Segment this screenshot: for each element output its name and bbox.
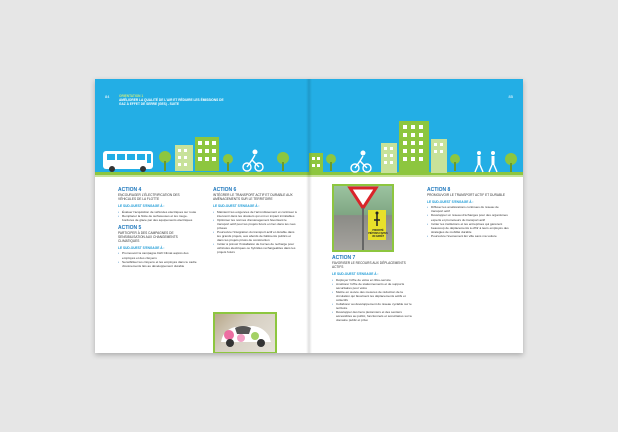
building-icon: [399, 121, 429, 173]
grass-strip-light: [95, 175, 309, 177]
bullet-item: • Déployer l'offre de vélos en libre-service: [332, 278, 414, 282]
tree-icon: [159, 151, 171, 171]
left-column-1: [118, 185, 198, 268]
electric-car-photo: [213, 312, 277, 353]
page-number: 85: [508, 94, 513, 99]
action-block: [118, 225, 198, 268]
action-block: [213, 187, 297, 255]
bus-icon: [103, 151, 153, 172]
left-column-2: [213, 185, 297, 255]
grass-strip-light: [309, 175, 523, 177]
orientation-text: AMÉLIORER LA QUALITÉ DE L'AIR ET RÉDUIRE LES ÉMISSIONS DE GAZ À EFFET DE SERRE (GES) - SUITE: [119, 98, 224, 107]
right-column-2: [427, 185, 511, 238]
action-description: PROMOUVOIR LE TRANSPORT ACTIF ET DURABLE: [427, 193, 506, 197]
action-title: ACTION 6: [213, 187, 237, 193]
cyclist-icon: [351, 151, 371, 172]
sign-text: PRIORITÉ PIÉTONS FAITES UN ARRÊT: [368, 229, 388, 238]
action-description: PARTICIPER À DES CAMPAGNES DE SENSIBILISATION AUX CHANGEMENTS CLIMATIQUES: [118, 230, 178, 244]
orientation-heading: [119, 94, 229, 107]
cyclist-icon: [243, 150, 263, 171]
bullet-item: • Évaluer l'acquisition de véhicules électriques sur route: [118, 210, 198, 214]
action-title: ACTION 7: [332, 255, 356, 261]
pedestrian-icon: [489, 151, 497, 172]
brochure-spread: [95, 79, 523, 353]
bullet-item: • Maintenir les exigences de l'arrondissement et continuer à intervenir dans les dossiers qui ont un impact inimitables: [213, 210, 297, 218]
bullet-item: • Développer un réseau d'échanges pour des organismes experts et promoteurs du transport actif: [427, 213, 511, 221]
engage-heading: LE SUD-OUEST S'ENGAGE À :: [332, 272, 379, 277]
bullet-item: • Diffuser les améliorations continues du réseau de transport actif: [427, 205, 511, 213]
tree-icon: [223, 154, 233, 171]
building-icon: [381, 143, 397, 173]
building-icon: [195, 137, 219, 171]
engage-heading: LE SUD-OUEST S'ENGAGE À :: [118, 246, 165, 251]
cityscape-illustration: [309, 119, 523, 173]
action-title: ACTION 4: [118, 187, 142, 193]
tree-icon: [505, 153, 517, 172]
left-page: [95, 79, 309, 353]
bullet-item: • Remplacer la flotte de surfaceuses et les rouge-bordures de glace par des équipements électriques: [118, 214, 198, 222]
building-icon: [175, 145, 193, 171]
bullet-item: • Développer des liens piétonniers et des sentiers accessibles au public, fonctionnels et sécuritaires sur le domaine public et privé: [332, 310, 414, 322]
engage-heading: LE SUD-OUEST S'ENGAGE À :: [427, 200, 474, 205]
cityscape-illustration: [95, 131, 309, 173]
action-title: ACTION 8: [427, 187, 451, 193]
action-description: INTÉGRER LE TRANSPORT ACTIF ET DURABLE AUX AMÉNAGEMENTS SUR LE TERRITOIRE: [213, 193, 293, 202]
orientation-label: ORIENTATION 1: [119, 94, 144, 98]
engage-heading: LE SUD-OUEST S'ENGAGE À :: [118, 204, 165, 209]
action-description: FAVORISER LE RECOURS AUX DÉPLACEMENTS ACTIFS: [332, 261, 406, 270]
spine-shadow: [306, 79, 312, 353]
tree-icon: [326, 154, 336, 171]
bullet-item: • Inciter à prévoir l'installation de bornes de recharge pour véhicules électriques ou hybrides rechargeables dans les projets futurs: [213, 242, 297, 254]
tree-icon: [277, 152, 289, 171]
action-description: ENCOURAGER L'ÉLECTRIFICATION DES VÉHICULES DE LA FLOTTE: [118, 193, 180, 202]
right-page: [309, 79, 523, 353]
bullet-item: • Poursuivre l'intégration du transport actif et durable dans les grands projets, aux abords de bâtiments publics et dans les projets privés de construction: [213, 230, 297, 242]
action-block: [427, 187, 511, 238]
bullet-item: • Mettre en œuvre des mesures de réduction de la circulation qui favorisent les déplacements actifs et collectifs: [332, 290, 414, 302]
action-title: ACTION 5: [118, 224, 142, 231]
action-block: [332, 255, 414, 323]
bullet-item: • Poursuivre l'événement En ville sans ma voiture: [427, 234, 511, 238]
bullet-item: • Sensibiliser les citoyens et les employés dans le cadre d'événements liés au développement durable: [118, 260, 198, 268]
tree-icon: [450, 154, 460, 171]
bullet-item: • Inciter les institutions et les entreprises qui génèrent beaucoup de déplacements à offrir à leurs employés des stratégies de mobilité durable: [427, 222, 511, 234]
right-column-1: [332, 253, 414, 323]
bullet-item: • Optimiser les normes d'aménagement favorisant le transport actif pour les projets futurs en lien dans les rues privées: [213, 218, 297, 230]
pedestrian-icon: [475, 151, 483, 172]
building-icon: [431, 139, 447, 173]
pedestrian-sign-photo: [332, 184, 394, 252]
car-icon: [215, 314, 275, 352]
yield-sign-icon: [334, 186, 392, 250]
page-number: 84: [105, 94, 110, 99]
bullet-item: • Promouvoir la campagne Défi Climat auprès des employés et des citoyens: [118, 251, 198, 259]
bullet-item: • Améliorer l'offre de stationnements et de supports sécuritaires pour vélos: [332, 282, 414, 290]
action-block: [118, 187, 198, 222]
engage-heading: LE SUD-OUEST S'ENGAGE À :: [213, 204, 260, 209]
bullet-item: • Collaborer au développement du réseau cyclable sur le territoire: [332, 302, 414, 310]
